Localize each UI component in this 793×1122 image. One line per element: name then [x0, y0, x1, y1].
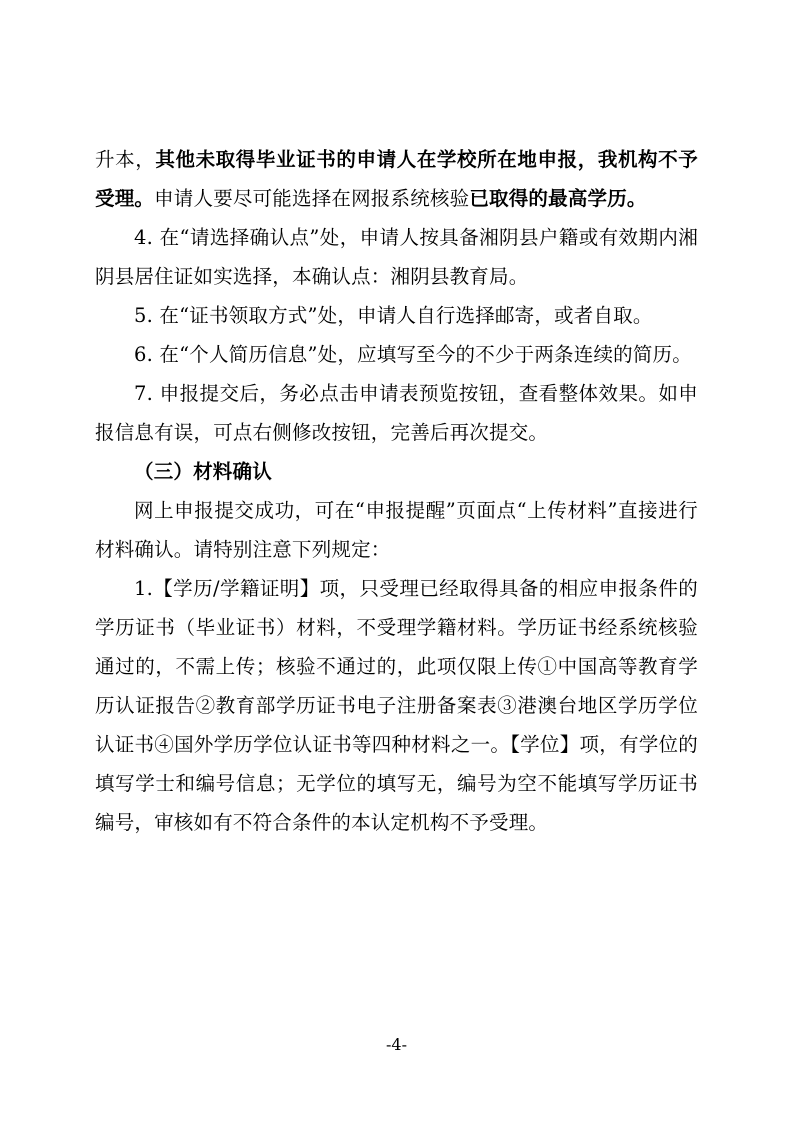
- paragraph-item-6: [95, 335, 698, 374]
- text-run: 5. 在“证书领取方式”处，申请人自行选择邮寄，或者自取。: [134, 304, 653, 327]
- text-run: 4. 在“请选择确认点”处，申请人按具备湘阴县户籍或有效期内湘阴县居住证如实选择，本确认点：湘阴县教育局。: [95, 226, 698, 288]
- text-run: 7. 申报提交后，务必点击申请表预览按钮，查看整体效果。如申报信息有误，可点右侧修改按钮，完善后再次提交。: [95, 382, 698, 444]
- page-number: -4-: [386, 1035, 407, 1054]
- text-run: 升本，: [95, 148, 156, 171]
- paragraph-item-5: [95, 296, 698, 335]
- text-run: 网上申报提交成功，可在“申报提醒”页面点“上传材料”直接进行材料确认。请特别注意下列规定：: [95, 499, 698, 561]
- text-run-bold: 其他未取得毕业证书的申请人在学校所在地申报，我机构不予受理。: [95, 148, 698, 210]
- section-heading: （三）材料确认: [134, 460, 272, 483]
- text-run-bold: 已取得的最高学历。: [469, 187, 647, 210]
- text-run: 6. 在“个人简历信息”处，应填写至今的不少于两条连续的简历。: [134, 343, 692, 366]
- text-run: 1.【学历/学籍证明】项，只受理已经取得具备的相应申报条件的学历证书（毕业证书）材料，不受理学籍材料。学历证书经系统核验通过的，不需上传；核验不通过的，此项仅限上传①中国高等教育学历认证报告②教育部学历证书电子注册备案表③港澳台地区学历学位认证书④国外学历学位认证书等四种材料之一。【学位】项，有学位的填写学士和编号信息；无学位的填写无，编号为空不能填写学历证书编号，审核如有不符合条件的本认定机构不予受理。: [95, 577, 698, 834]
- document-body: [95, 140, 698, 842]
- paragraph-material-confirm-intro: [95, 491, 698, 569]
- paragraph-item-7: [95, 374, 698, 452]
- paragraph-item-4: [95, 218, 698, 296]
- paragraph-continuation: [95, 140, 698, 218]
- text-run: 申请人要尽可能选择在网报系统核验: [154, 187, 470, 210]
- paragraph-material-item-1: [95, 569, 698, 842]
